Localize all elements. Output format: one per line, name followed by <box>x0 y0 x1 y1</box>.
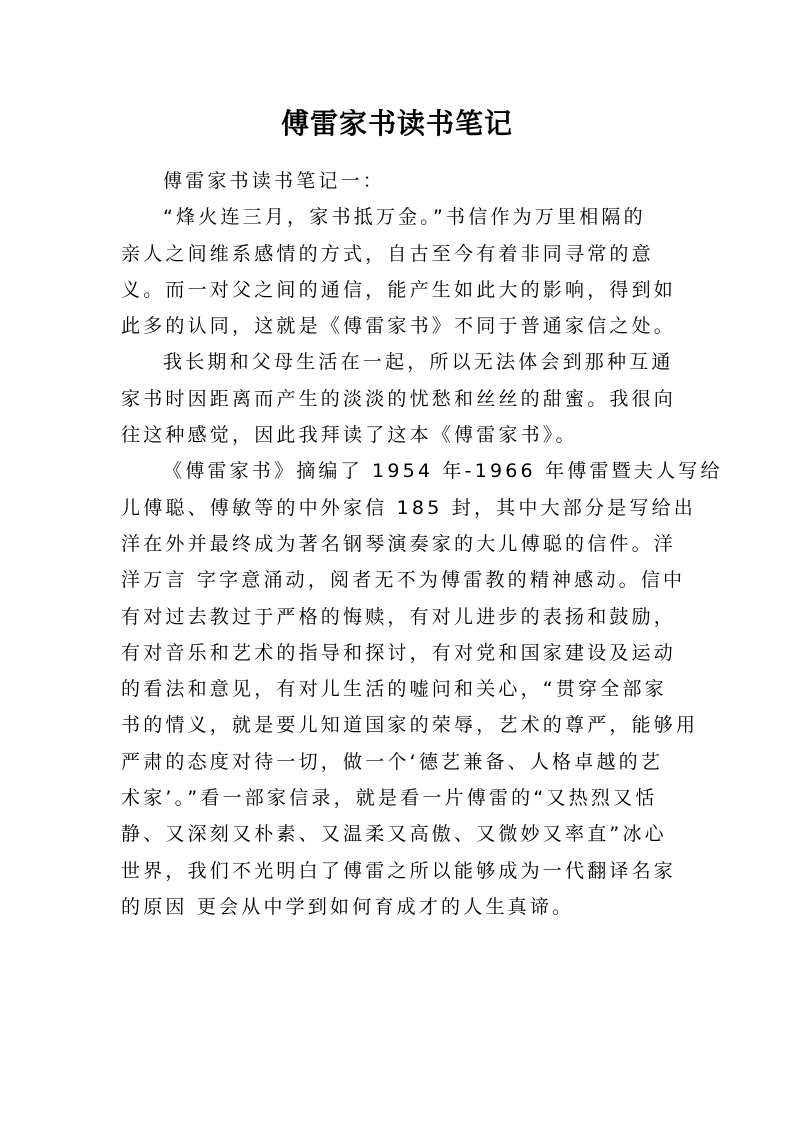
text-line: 有对过去教过于严格的悔赎，有对儿进步的表扬和鼓励， <box>121 605 677 628</box>
text-line: 我长期和父母生活在一起，所以无法体会到那种互通 <box>163 351 674 374</box>
text-line: 世界，我们不光明白了傅雷之所以能够成为一代翻译名家 <box>121 859 677 882</box>
text-line: 的看法和意见，有对儿生活的嘘问和关心，“贯穿全部家 <box>121 678 667 701</box>
text-line: 此多的认同，这就是《傅雷家书》不同于普通家信之处。 <box>121 315 677 338</box>
text-line: 书的情义，就是要儿知道国家的荣辱，艺术的尊严，能够用 <box>121 714 699 737</box>
text-line: 儿傅聪、傅敏等的中外家信 185 封，其中大部分是写给出 <box>121 496 696 519</box>
text-line: 静、又深刻又朴素、又温柔又高傲、又微妙又率直”冰心 <box>121 823 667 846</box>
text-line: 义。而一对父之间的通信，能产生如此大的影响，得到如 <box>121 278 677 301</box>
text-line: 家书时因距离而产生的淡淡的忧愁和丝丝的甜蜜。我很向 <box>121 387 677 410</box>
text-line: 洋在外并最终成为著名钢琴演奏家的大儿傅聪的信件。洋 <box>121 532 677 555</box>
text-line: 往这种感觉，因此我拜读了这本《傅雷家书》。 <box>121 424 578 447</box>
document-body <box>121 163 723 925</box>
text-line: 术家’。”看一部家信录，就是看一片傅雷的“又热烈又恬 <box>121 787 658 810</box>
text-line: 严肃的态度对待一切，做一个‘德艺兼备、人格卓越的艺 <box>121 750 664 773</box>
text-line: 有对音乐和艺术的指导和探讨，有对党和国家建设及运动 <box>121 641 677 664</box>
text-line: 的原因 更会从中学到如何育成才的人生真谛。 <box>121 895 575 918</box>
text-line: 洋万言 字字意涌动，阅者无不为傅雷教的精神感动。信中 <box>121 569 686 592</box>
text-line: 亲人之间维系感情的方式，自古至今有着非同寻常的意 <box>121 242 654 265</box>
text-line: 傅雷家书读书笔记一： <box>163 170 386 192</box>
document-title: 傅雷家书读书笔记 <box>280 107 513 140</box>
text-line: 《傅雷家书》摘编了 1954 年-1966 年傅雷暨夫人写给 <box>163 460 723 483</box>
text-line: “烽火连三月，家书抵万金。”书信作为万里相隔的 <box>163 206 646 229</box>
